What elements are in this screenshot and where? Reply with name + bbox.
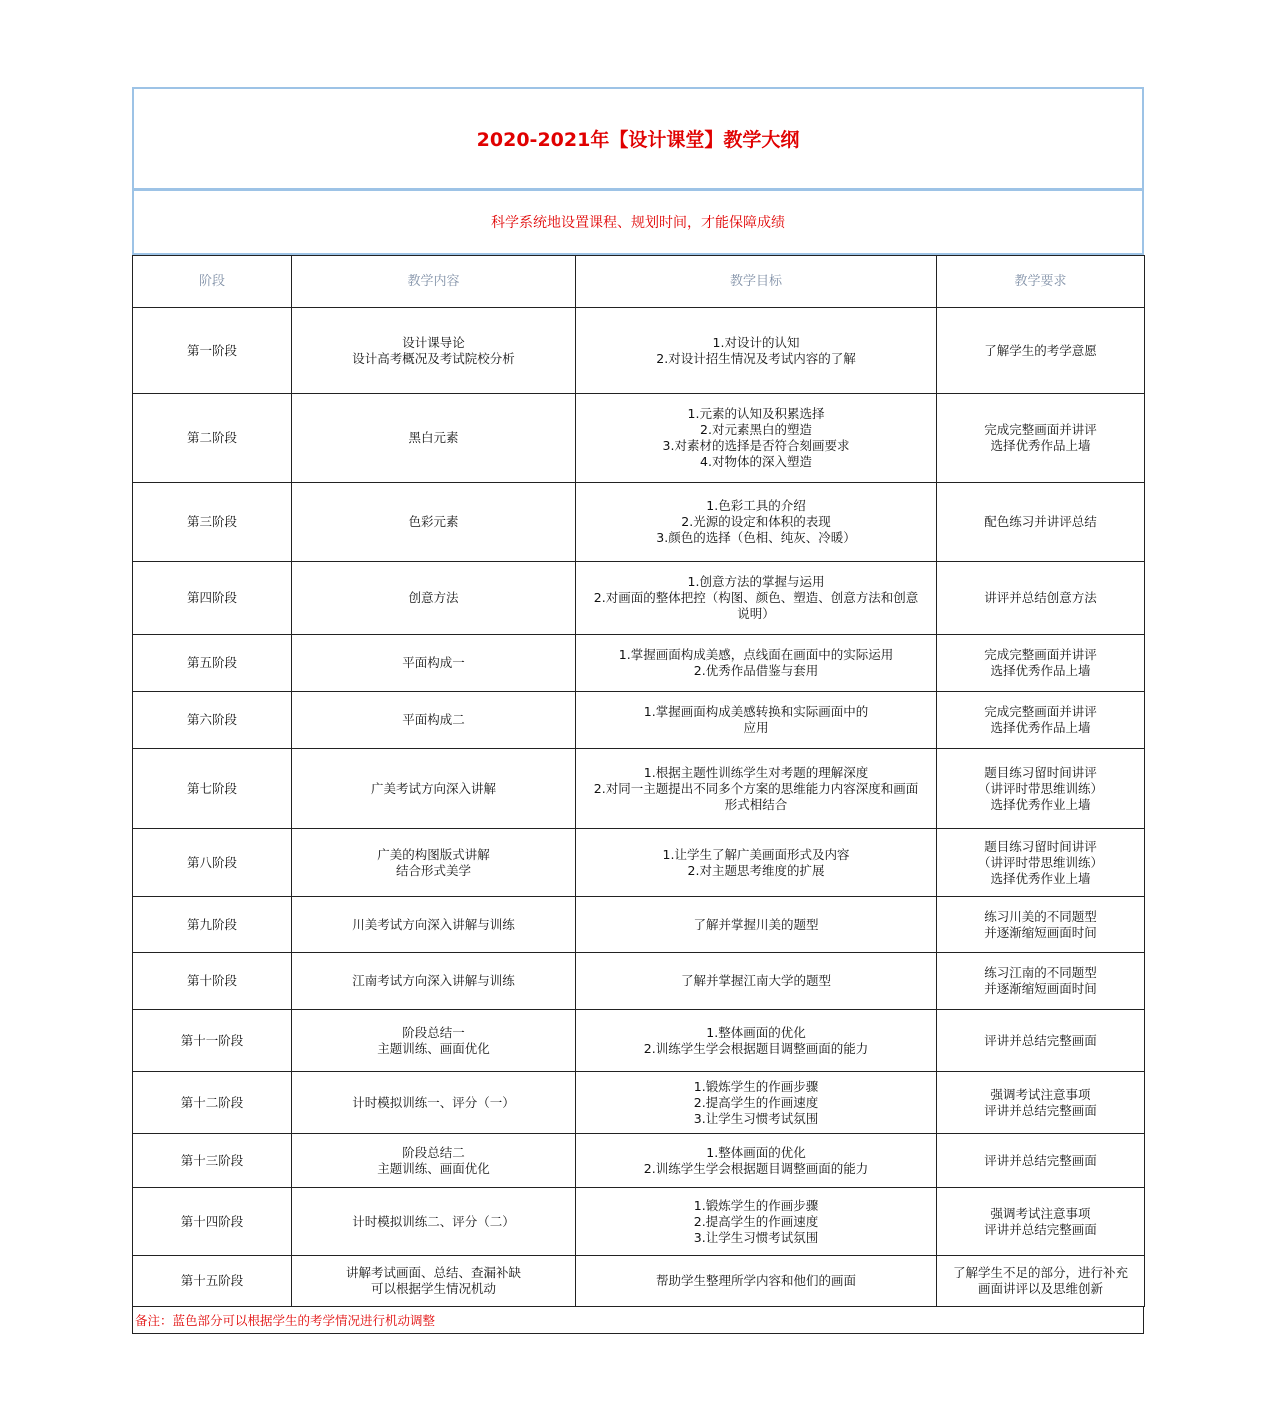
content-cell: 计时模拟训练一、评分（一） [292,1072,576,1134]
stage-cell: 第十阶段 [133,953,292,1010]
header-requirement: 教学要求 [937,256,1145,308]
goal-cell: 1.根据主题性训练学生对考题的理解深度 2.对同一主题提出不同多个方案的思维能力内容深度和画面 形式相结合 [576,749,937,829]
table-row [133,635,1145,692]
goal-cell: 1.锻炼学生的作画步骤 2.提高学生的作画速度 3.让学生习惯考试氛围 [576,1188,937,1256]
content-cell: 川美考试方向深入讲解与训练 [292,897,576,953]
header-stage: 阶段 [133,256,292,308]
table-row [133,1134,1145,1188]
goal-cell: 了解并掌握江南大学的题型 [576,953,937,1010]
stage-cell: 第一阶段 [133,308,292,394]
stage-cell: 第五阶段 [133,635,292,692]
goal-cell: 1.整体画面的优化 2.训练学生学会根据题目调整画面的能力 [576,1010,937,1072]
requirement-cell: 了解学生的考学意愿 [937,308,1145,394]
stage-cell: 第八阶段 [133,829,292,897]
table-row [133,749,1145,829]
requirement-cell: 题目练习留时间讲评 （讲评时带思维训练） 选择优秀作业上墙 [937,829,1145,897]
content-cell: 平面构成一 [292,635,576,692]
page-subtitle: 科学系统地设置课程、规划时间，才能保障成绩 [132,189,1144,255]
goal-cell: 1.掌握画面构成美感转换和实际画面中的 应用 [576,692,937,749]
content-cell: 计时模拟训练二、评分（二） [292,1188,576,1256]
header-goal: 教学目标 [576,256,937,308]
goal-cell: 1.锻炼学生的作画步骤 2.提高学生的作画速度 3.让学生习惯考试氛围 [576,1072,937,1134]
table-row [133,394,1145,483]
stage-cell: 第十一阶段 [133,1010,292,1072]
stage-cell: 第十二阶段 [133,1072,292,1134]
requirement-cell: 练习江南的不同题型 并逐渐缩短画面时间 [937,953,1145,1010]
page-title: 2020-2021年【设计课堂】教学大纲 [132,87,1144,190]
goal-cell: 1.元素的认知及积累选择 2.对元素黑白的塑造 3.对素材的选择是否符合刻画要求 4.对物体的深入塑造 [576,394,937,483]
table-row [133,483,1145,562]
requirement-cell: 完成完整画面并讲评 选择优秀作品上墙 [937,394,1145,483]
requirement-cell: 强调考试注意事项 评讲并总结完整画面 [937,1072,1145,1134]
footnote: 备注：蓝色部分可以根据学生的考学情况进行机动调整 [132,1307,1144,1334]
goal-cell: 1.掌握画面构成美感，点线面在画面中的实际运用 2.优秀作品借鉴与套用 [576,635,937,692]
content-cell: 平面构成二 [292,692,576,749]
header-content: 教学内容 [292,256,576,308]
syllabus-table [132,255,1145,1307]
content-cell: 设计课导论 设计高考概况及考试院校分析 [292,308,576,394]
table-row [133,562,1145,635]
requirement-cell: 配色练习并讲评总结 [937,483,1145,562]
requirement-cell: 了解学生不足的部分，进行补充 画面讲评以及思维创新 [937,1256,1145,1307]
stage-cell: 第七阶段 [133,749,292,829]
content-cell: 创意方法 [292,562,576,635]
stage-cell: 第三阶段 [133,483,292,562]
stage-cell: 第二阶段 [133,394,292,483]
requirement-cell: 练习川美的不同题型 并逐渐缩短画面时间 [937,897,1145,953]
content-cell: 讲解考试画面、总结、查漏补缺 可以根据学生情况机动 [292,1256,576,1307]
goal-cell: 帮助学生整理所学内容和他们的画面 [576,1256,937,1307]
requirement-cell: 题目练习留时间讲评 （讲评时带思维训练） 选择优秀作业上墙 [937,749,1145,829]
requirement-cell: 评讲并总结完整画面 [937,1010,1145,1072]
goal-cell: 1.色彩工具的介绍 2.光源的设定和体积的表现 3.颜色的选择（色相、纯灰、冷暖） [576,483,937,562]
table-row [133,692,1145,749]
table-row [133,308,1145,394]
content-cell: 阶段总结二 主题训练、画面优化 [292,1134,576,1188]
goal-cell: 1.对设计的认知 2.对设计招生情况及考试内容的了解 [576,308,937,394]
table-row [133,1072,1145,1134]
requirement-cell: 评讲并总结完整画面 [937,1134,1145,1188]
table-row [133,1188,1145,1256]
stage-cell: 第四阶段 [133,562,292,635]
content-cell: 广美考试方向深入讲解 [292,749,576,829]
content-cell: 阶段总结一 主题训练、画面优化 [292,1010,576,1072]
goal-cell: 了解并掌握川美的题型 [576,897,937,953]
content-cell: 广美的构图版式讲解 结合形式美学 [292,829,576,897]
table-row [133,1256,1145,1307]
requirement-cell: 讲评并总结创意方法 [937,562,1145,635]
header-row [133,256,1145,308]
content-cell: 黑白元素 [292,394,576,483]
stage-cell: 第九阶段 [133,897,292,953]
requirement-cell: 完成完整画面并讲评 选择优秀作品上墙 [937,635,1145,692]
content-cell: 色彩元素 [292,483,576,562]
goal-cell: 1.创意方法的掌握与运用 2.对画面的整体把控（构图、颜色、塑造、创意方法和创意 说明） [576,562,937,635]
goal-cell: 1.整体画面的优化 2.训练学生学会根据题目调整画面的能力 [576,1134,937,1188]
stage-cell: 第十四阶段 [133,1188,292,1256]
stage-cell: 第十五阶段 [133,1256,292,1307]
stage-cell: 第十三阶段 [133,1134,292,1188]
table-row [133,953,1145,1010]
stage-cell: 第六阶段 [133,692,292,749]
table-row [133,829,1145,897]
goal-cell: 1.让学生了解广美画面形式及内容 2.对主题思考维度的扩展 [576,829,937,897]
requirement-cell: 强调考试注意事项 评讲并总结完整画面 [937,1188,1145,1256]
syllabus-document [132,87,1144,1334]
content-cell: 江南考试方向深入讲解与训练 [292,953,576,1010]
table-row [133,1010,1145,1072]
requirement-cell: 完成完整画面并讲评 选择优秀作品上墙 [937,692,1145,749]
table-row [133,897,1145,953]
